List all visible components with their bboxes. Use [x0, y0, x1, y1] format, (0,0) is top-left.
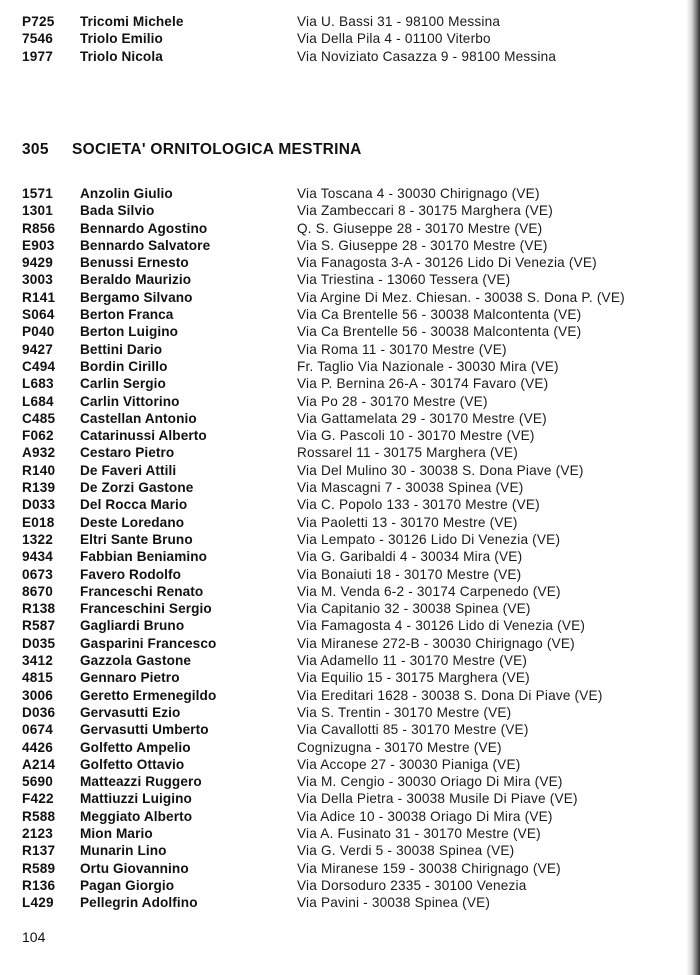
member-name: De Zorzi Gastone	[80, 480, 194, 496]
member-name: Bordin Cirillo	[80, 358, 168, 374]
member-name: Triolo Emilio	[80, 31, 163, 47]
member-name: Pagan Giorgio	[80, 877, 175, 893]
member-name: Eltri Sante Bruno	[80, 531, 193, 547]
member-code: R139	[22, 480, 56, 496]
member-name: De Faveri Attili	[80, 462, 177, 478]
member-code: 9429	[22, 255, 54, 271]
member-name: Gervasutti Ezio	[80, 704, 181, 720]
member-row	[22, 894, 662, 911]
member-name: Catarinussi Alberto	[80, 428, 207, 444]
member-row	[22, 704, 662, 721]
member-address: Via Ca Brentelle 56 - 30038 Malcontenta (VE)	[297, 324, 582, 340]
member-address: Via Fanagosta 3-A - 30126 Lido Di Venezia (VE)	[297, 255, 597, 271]
member-name: Golfetto Ampelio	[80, 739, 191, 755]
member-row	[22, 652, 662, 669]
member-name: Gervasutti Umberto	[80, 722, 209, 738]
member-code: 9434	[22, 549, 54, 565]
member-address: Via Del Mulino 30 - 30038 S. Dona Piave (VE)	[297, 462, 584, 478]
member-code: D033	[22, 497, 56, 513]
member-name: Benussi Ernesto	[80, 255, 189, 271]
member-row	[22, 687, 662, 704]
member-address: Via Miranese 159 - 30038 Chirignago (VE)	[297, 860, 561, 876]
member-row	[22, 721, 662, 738]
member-row	[22, 202, 662, 219]
member-code: R140	[22, 462, 56, 478]
member-address: Via Lempato - 30126 Lido Di Venezia (VE)	[297, 531, 561, 547]
member-code: C485	[22, 410, 56, 426]
member-code: R856	[22, 220, 56, 236]
member-name: Del Rocca Mario	[80, 497, 188, 513]
member-row	[22, 358, 662, 375]
member-name: Mion Mario	[80, 825, 153, 841]
member-name: Deste Loredano	[80, 514, 185, 530]
member-name: Gazzola Gastone	[80, 653, 192, 669]
member-row	[22, 341, 662, 358]
member-name: Gasparini Francesco	[80, 635, 217, 651]
member-address: Fr. Taglio Via Nazionale - 30030 Mira (VE)	[297, 358, 559, 374]
member-address: Via Zambeccari 8 - 30175 Marghera (VE)	[297, 203, 553, 219]
member-address: Via M. Cengio - 30030 Oriago Di Mira (VE)	[297, 774, 563, 790]
member-code: 3006	[22, 687, 54, 703]
member-name: Munarin Lino	[80, 843, 167, 859]
member-name: Tricomi Michele	[80, 14, 184, 29]
member-address: Via Bonaiuti 18 - 30170 Mestre (VE)	[297, 566, 522, 582]
member-code: D036	[22, 704, 56, 720]
member-address: Cognizugna - 30170 Mestre (VE)	[297, 739, 502, 755]
member-name: Anzolin Giulio	[80, 186, 173, 201]
member-address: Via Triestina - 13060 Tessera (VE)	[297, 272, 511, 288]
member-name: Bennardo Agostino	[80, 220, 208, 236]
member-name: Bergamo Silvano	[80, 289, 193, 305]
member-code: 7546	[22, 31, 54, 47]
member-address: Via P. Bernina 26-A - 30174 Favaro (VE)	[297, 376, 549, 392]
member-address: Via Della Pietra - 30038 Musile Di Piave (VE)	[297, 791, 578, 807]
member-code: 9427	[22, 341, 54, 357]
member-address: Via Della Pila 4 - 01100 Viterbo	[297, 31, 491, 47]
member-name: Carlin Sergio	[80, 376, 166, 392]
member-row	[22, 756, 662, 773]
member-code: S064	[22, 307, 55, 323]
member-code: R138	[22, 601, 56, 617]
member-code: 4426	[22, 739, 54, 755]
member-row	[22, 790, 662, 807]
member-row	[22, 289, 662, 306]
member-code: E018	[22, 514, 55, 530]
member-address: Via Gattamelata 29 - 30170 Mestre (VE)	[297, 410, 547, 426]
member-row	[22, 842, 662, 859]
member-row	[22, 48, 662, 65]
member-row	[22, 323, 662, 340]
member-name: Berton Franca	[80, 307, 174, 323]
member-row	[22, 566, 662, 583]
member-row	[22, 462, 662, 479]
member-code: C494	[22, 358, 56, 374]
member-address: Via Capitanio 32 - 30038 Spinea (VE)	[297, 601, 531, 617]
member-name: Favero Rodolfo	[80, 566, 182, 582]
member-address: Via Cavallotti 85 - 30170 Mestre (VE)	[297, 722, 529, 738]
member-address: Via Argine Di Mez. Chiesan. - 30038 S. Dona P. (VE)	[297, 289, 625, 305]
member-address: Via G. Verdi 5 - 30038 Spinea (VE)	[297, 843, 515, 859]
member-address: Via M. Venda 6-2 - 30174 Carpenedo (VE)	[297, 583, 561, 599]
member-name: Cestaro Pietro	[80, 445, 175, 461]
member-row	[22, 669, 662, 686]
member-name: Bada Silvio	[80, 203, 155, 219]
member-address: Via Adice 10 - 30038 Oriago Di Mira (VE)	[297, 808, 553, 824]
member-code: R588	[22, 808, 56, 824]
member-address: Via Dorsoduro 2335 - 30100 Venezia	[297, 877, 527, 893]
member-code: L429	[22, 895, 54, 911]
member-address: Q. S. Giuseppe 28 - 30170 Mestre (VE)	[297, 220, 543, 236]
member-row	[22, 583, 662, 600]
member-code: R137	[22, 843, 56, 859]
member-list	[22, 185, 662, 911]
member-row	[22, 237, 662, 254]
member-row	[22, 739, 662, 756]
member-code: 0674	[22, 722, 54, 738]
member-row	[22, 271, 662, 288]
member-code: 8670	[22, 583, 54, 599]
member-name: Pellegrin Adolfino	[80, 895, 198, 911]
member-address: Via Adamello 11 - 30170 Mestre (VE)	[297, 653, 528, 669]
member-code: 5690	[22, 774, 54, 790]
member-row	[22, 479, 662, 496]
member-address: Via G. Garibaldi 4 - 30034 Mira (VE)	[297, 549, 523, 565]
member-row	[22, 860, 662, 877]
member-row	[22, 427, 662, 444]
member-code: R136	[22, 877, 56, 893]
member-row	[22, 548, 662, 565]
member-code: 0673	[22, 566, 54, 582]
member-row	[22, 496, 662, 513]
member-name: Golfetto Ottavio	[80, 756, 185, 772]
member-name: Meggiato Alberto	[80, 808, 193, 824]
member-code: 3412	[22, 653, 54, 669]
member-code: 3003	[22, 272, 54, 288]
member-row	[22, 635, 662, 652]
member-row	[22, 825, 662, 842]
member-row	[22, 30, 662, 47]
member-address: Via Ca Brentelle 56 - 30038 Malcontenta (VE)	[297, 307, 582, 323]
member-row	[22, 877, 662, 894]
member-code: 1977	[22, 48, 54, 64]
top-entry-list	[22, 13, 662, 65]
member-address: Via Equilio 15 - 30175 Marghera (VE)	[297, 670, 530, 686]
member-address: Via Po 28 - 30170 Mestre (VE)	[297, 393, 488, 409]
member-name: Gagliardi Bruno	[80, 618, 185, 634]
member-address: Via Mascagni 7 - 30038 Spinea (VE)	[297, 480, 524, 496]
member-address: Via Noviziato Casazza 9 - 98100 Messina	[297, 48, 557, 64]
member-code: 1322	[22, 531, 54, 547]
member-name: Castellan Antonio	[80, 410, 197, 426]
member-row	[22, 444, 662, 461]
page-edge-shadow	[686, 0, 700, 975]
member-address: Via A. Fusinato 31 - 30170 Mestre (VE)	[297, 825, 541, 841]
member-name: Triolo Nicola	[80, 48, 163, 64]
member-name: Bettini Dario	[80, 341, 163, 357]
member-row	[22, 185, 662, 202]
member-name: Beraldo Maurizio	[80, 272, 192, 288]
member-address: Via C. Popolo 133 - 30170 Mestre (VE)	[297, 497, 540, 513]
member-address: Via U. Bassi 31 - 98100 Messina	[297, 14, 501, 29]
member-row	[22, 773, 662, 790]
member-name: Franceschi Renato	[80, 583, 204, 599]
member-name: Carlin Vittorino	[80, 393, 180, 409]
member-address: Via Pavini - 30038 Spinea (VE)	[297, 895, 491, 911]
member-row	[22, 254, 662, 271]
member-address: Via Toscana 4 - 30030 Chirignago (VE)	[297, 186, 540, 201]
member-row	[22, 808, 662, 825]
member-name: Geretto Ermenegildo	[80, 687, 217, 703]
member-code: D035	[22, 635, 56, 651]
section-title: SOCIETA' ORNITOLOGICA MESTRINA	[72, 141, 362, 158]
member-code: F422	[22, 791, 54, 807]
member-name: Fabbian Beniamino	[80, 549, 208, 565]
member-name: Matteazzi Ruggero	[80, 774, 202, 790]
page-number: 104	[22, 929, 46, 945]
member-address: Via Accope 27 - 30030 Pianiga (VE)	[297, 756, 521, 772]
member-row	[22, 600, 662, 617]
section-number: 305	[22, 141, 49, 158]
member-code: P040	[22, 324, 55, 340]
member-name: Berton Luigino	[80, 324, 179, 340]
section-heading	[22, 141, 362, 159]
member-address: Via G. Pascoli 10 - 30170 Mestre (VE)	[297, 428, 535, 444]
member-row	[22, 410, 662, 427]
member-code: A932	[22, 445, 56, 461]
member-row	[22, 514, 662, 531]
member-name: Bennardo Salvatore	[80, 237, 211, 253]
member-code: E903	[22, 237, 55, 253]
member-code: R141	[22, 289, 56, 305]
member-address: Via Famagosta 4 - 30126 Lido di Venezia (VE)	[297, 618, 586, 634]
member-address: Via Roma 11 - 30170 Mestre (VE)	[297, 341, 507, 357]
member-code: 1571	[22, 186, 54, 201]
member-name: Ortu Giovannino	[80, 860, 189, 876]
member-row	[22, 306, 662, 323]
member-name: Franceschini Sergio	[80, 601, 212, 617]
member-address: Via S. Giuseppe 28 - 30170 Mestre (VE)	[297, 237, 548, 253]
member-row	[22, 13, 662, 30]
member-name: Mattiuzzi Luigino	[80, 791, 192, 807]
member-row	[22, 375, 662, 392]
member-code: A214	[22, 756, 56, 772]
member-code: 4815	[22, 670, 54, 686]
member-row	[22, 531, 662, 548]
member-code: R589	[22, 860, 56, 876]
member-name: Gennaro Pietro	[80, 670, 180, 686]
member-address: Via Miranese 272-B - 30030 Chirignago (VE)	[297, 635, 575, 651]
member-code: L683	[22, 376, 54, 392]
member-address: Rossarel 11 - 30175 Marghera (VE)	[297, 445, 518, 461]
member-code: 1301	[22, 203, 54, 219]
member-code: 2123	[22, 825, 54, 841]
member-code: R587	[22, 618, 56, 634]
member-code: L684	[22, 393, 54, 409]
member-row	[22, 393, 662, 410]
member-code: F062	[22, 428, 54, 444]
member-code: P725	[22, 14, 55, 29]
member-row	[22, 617, 662, 634]
member-address: Via Paoletti 13 - 30170 Mestre (VE)	[297, 514, 518, 530]
member-row	[22, 220, 662, 237]
member-address: Via Ereditari 1628 - 30038 S. Dona Di Piave (VE)	[297, 687, 603, 703]
member-address: Via S. Trentin - 30170 Mestre (VE)	[297, 704, 512, 720]
